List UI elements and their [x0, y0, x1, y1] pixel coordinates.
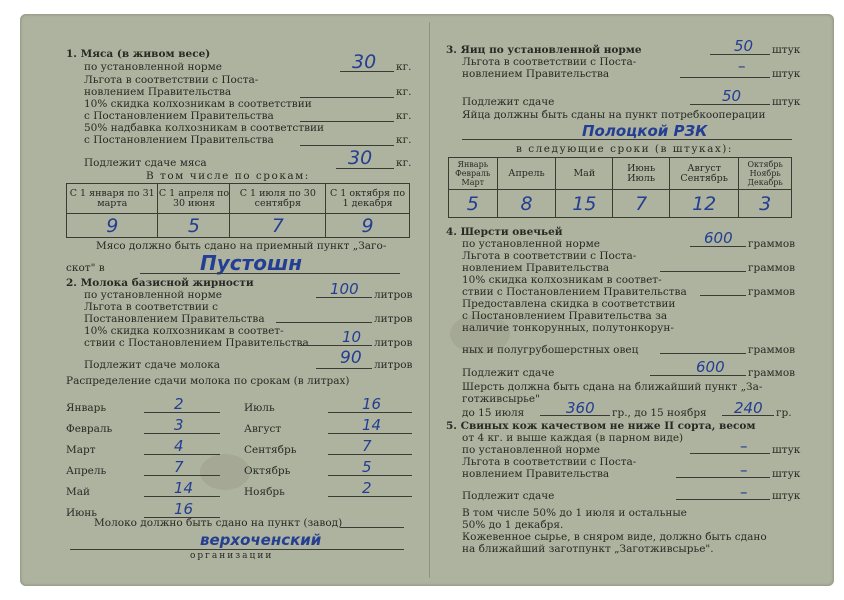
milk-month-value: 14 [362, 416, 382, 434]
wool-reduction-line4: ных и полугрубошерстных овец [462, 344, 639, 356]
hides-due-value: – [740, 483, 748, 501]
kg-unit: кг. [396, 86, 412, 98]
hides-note-line4: на ближайший заготпункт „Заготживсырье". [462, 543, 714, 555]
hides-benefit-value: – [740, 461, 748, 479]
wool-july-label: до 15 июля [462, 407, 525, 419]
kg-unit: кг. [396, 157, 412, 169]
liters-unit: литров [374, 313, 413, 325]
eggs-due-value: 50 [722, 87, 742, 105]
eggs-term-header: Октябрь Ноябрь Декабрь [739, 158, 792, 190]
milk-month-value: 14 [174, 479, 194, 497]
grams-unit: граммов [748, 344, 796, 356]
wool-norm-value: 600 [704, 229, 733, 247]
paper-stain [200, 454, 250, 490]
organization-caption: организации [190, 551, 274, 561]
milk-norm-value: 100 [330, 280, 359, 298]
wool-july-value: 360 [566, 399, 595, 417]
hides-due-label: Подлежит сдаче [462, 490, 555, 502]
hides-section-title: 5. Свиных кож качеством не ниже II сорта, весом [446, 420, 756, 432]
eggs-benefit-line1: Льгота в соответствии с Поста- [462, 56, 637, 68]
wool-point-line1: Шерсть должна быть сдана на ближайший пункт „За- [462, 381, 763, 393]
kg-unit: кг. [396, 110, 412, 122]
eggs-terms-table [448, 157, 792, 218]
eggs-term-value: 3 [739, 190, 792, 218]
milk-month-value: 2 [362, 479, 372, 497]
meat-discount-line1: 10% скидка колхозникам в соответствии [84, 98, 312, 110]
eggs-term-value: 7 [613, 190, 670, 218]
milk-due-value: 90 [340, 348, 362, 368]
milk-month-value: 7 [174, 458, 184, 476]
kg-unit: кг. [396, 61, 412, 73]
eggs-term-value: 15 [556, 190, 613, 218]
milk-month-label: Март [66, 444, 96, 456]
milk-discount-line1: 10% скидка колхозникам в соответ- [84, 325, 284, 337]
meat-discount-line2: с Постановлением Правительства [84, 110, 274, 122]
milk-month-label: Февраль [66, 423, 113, 435]
milk-month-value: 5 [362, 458, 372, 476]
eggs-term-value: 5 [449, 190, 498, 218]
milk-benefit-line1: Льгота в соответствии с [84, 301, 219, 313]
milk-month-label: Октябрь [244, 465, 291, 477]
wool-point-line2: готживсырье" [462, 393, 540, 405]
kg-unit: кг. [396, 134, 412, 146]
milk-month-value: 16 [362, 395, 382, 413]
milk-month-label: Апрель [66, 465, 107, 477]
eggs-term-value: 8 [497, 190, 556, 218]
meat-terms-table [66, 183, 410, 238]
wool-reduction-line1: Предоставлена скидка в соответствии [462, 298, 676, 310]
milk-month-label: Ноябрь [244, 486, 285, 498]
milk-month-label: Июнь [66, 507, 98, 519]
meat-due-value: 30 [348, 147, 373, 169]
meat-term-value: 7 [230, 214, 326, 238]
grams-unit: граммов [748, 367, 796, 379]
wool-discount-line1: 10% скидка колхозникам в соответ- [462, 274, 662, 286]
meat-term-header: С 1 июля по 30 сентября [230, 184, 326, 214]
eggs-term-header: Июнь Июль [613, 158, 670, 190]
meat-term-value: 9 [67, 214, 158, 238]
eggs-norm-value: 50 [734, 37, 754, 55]
eggs-point-label: Яйца должны быть сданы на пункт потребкооперации [462, 109, 766, 121]
hides-note-line2: 50% до 1 декабря. [462, 519, 564, 531]
meat-term-value: 9 [326, 214, 410, 238]
milk-month-label: Август [244, 423, 282, 435]
wool-reduction-line2: с Постановлением Правительства за [462, 310, 668, 322]
pcs-unit: штук [772, 68, 801, 80]
hides-note-line3: Кожевенное сырье, в сняром виде, должно быть сдано [462, 531, 767, 543]
hides-benefit-line2: новлением Правительства [462, 468, 610, 480]
meat-terms-heading: В том числе по срокам: [146, 170, 310, 182]
milk-point-label: Молоко должно быть сдано на пункт (завод) [94, 517, 343, 529]
hides-norm-label: по установленной норме [462, 444, 600, 456]
meat-benefit-line1: Льгота в соответствии с Поста- [84, 74, 259, 86]
eggs-due-label: Подлежит сдаче [462, 96, 555, 108]
eggs-terms-heading: в следующие сроки (в штуках): [516, 143, 733, 155]
milk-discount-line2: ствии с Постановлением Правительства [84, 337, 309, 349]
pcs-unit: штук [772, 96, 801, 108]
milk-due-label: Подлежит сдаче молока [84, 359, 221, 371]
eggs-point-value: Полоцкой РЗК [582, 122, 708, 140]
grams-unit: граммов [748, 262, 796, 274]
liters-unit: литров [374, 337, 413, 349]
meat-point-value: Пустошн [200, 251, 303, 275]
wool-due-value: 600 [696, 358, 725, 376]
pcs-unit: штук [772, 490, 801, 502]
wool-reduction-line3: наличие тонкорунных, полутонкорун- [462, 322, 674, 334]
meat-point-line1: Мясо должно быть сдано на приемный пункт „Заго- [96, 240, 387, 252]
pcs-unit: штук [772, 444, 801, 456]
meat-section-title: 1. Мяса (в живом весе) [66, 48, 211, 60]
meat-term-header: С 1 октября по 1 декабря [326, 184, 410, 214]
meat-surcharge-line1: 50% надбавка колхозникам в соответствии [84, 122, 325, 134]
wool-november-value: 240 [734, 399, 763, 417]
wool-discount-line2: ствии с Постановлением Правительства [462, 286, 687, 298]
meat-surcharge-line2: с Постановлением Правительства [84, 134, 274, 146]
milk-month-value: 16 [174, 500, 194, 518]
liters-unit: литров [374, 289, 413, 301]
liters-unit: литров [374, 359, 413, 371]
wool-benefit-line1: Льгота в соответствии с Поста- [462, 250, 637, 262]
milk-norm-label: по установленной норме [84, 289, 222, 301]
grams-unit: граммов [748, 286, 796, 298]
hides-note-line1: В том числе 50% до 1 июля и остальные [462, 507, 687, 519]
pcs-unit: штук [772, 44, 801, 56]
meat-term-header: С 1 января по 31 марта [67, 184, 158, 214]
milk-month-label: Январь [66, 402, 107, 414]
pcs-unit: штук [772, 468, 801, 480]
wool-norm-label: по установленной норме [462, 238, 600, 250]
milk-month-label: Май [66, 486, 91, 498]
milk-month-label: Июль [244, 402, 275, 414]
milk-month-value: 3 [174, 416, 184, 434]
milk-month-value: 7 [362, 437, 372, 455]
milk-month-value: 4 [174, 437, 184, 455]
wool-section-title: 4. Шерсти овечьей [446, 226, 563, 238]
milk-month-label: Сентябрь [244, 444, 297, 456]
wool-november-label: гр., до 15 ноября [612, 407, 707, 419]
hides-norm-value: – [740, 437, 748, 455]
meat-norm-label: по установленной норме [84, 61, 222, 73]
grams-unit: граммов [748, 238, 796, 250]
meat-term-value: 5 [158, 214, 230, 238]
eggs-term-header: Август Сентябрь [670, 158, 739, 190]
milk-point-value: верхоченский [200, 531, 322, 549]
milk-distribution-heading: Распределение сдачи молока по срокам (в литрах) [66, 375, 350, 387]
milk-month-value: 2 [174, 395, 184, 413]
eggs-benefit-line2: новлением Правительства [462, 68, 610, 80]
meat-term-header: С 1 апреля по 30 июня [158, 184, 230, 214]
wool-benefit-line2: новлением Правительства [462, 262, 610, 274]
meat-benefit-line2: новлением Правительства [84, 86, 232, 98]
meat-due-label: Подлежит сдаче мяса [84, 157, 207, 169]
hides-benefit-line1: Льгота в соответствии с Поста- [462, 456, 637, 468]
eggs-benefit-value: – [738, 57, 746, 75]
meat-norm-value: 30 [352, 51, 377, 73]
wool-due-label: Подлежит сдаче [462, 367, 555, 379]
hides-line1: от 4 кг. и выше каждая (в парном виде) [462, 432, 684, 444]
meat-point-line2: скот" в [66, 262, 105, 274]
eggs-term-header: Апрель [497, 158, 556, 190]
milk-benefit-line2: Постановлением Правительства [84, 313, 265, 325]
eggs-term-header: Январь Февраль Март [449, 158, 498, 190]
milk-discount-value: 10 [342, 328, 362, 346]
grams-unit-short: гр. [776, 407, 792, 419]
eggs-term-header: Май [556, 158, 613, 190]
milk-section-title: 2. Молока базисной жирности [66, 277, 254, 289]
eggs-term-value: 12 [670, 190, 739, 218]
eggs-section-title: 3. Яиц по установленной норме [446, 44, 642, 56]
